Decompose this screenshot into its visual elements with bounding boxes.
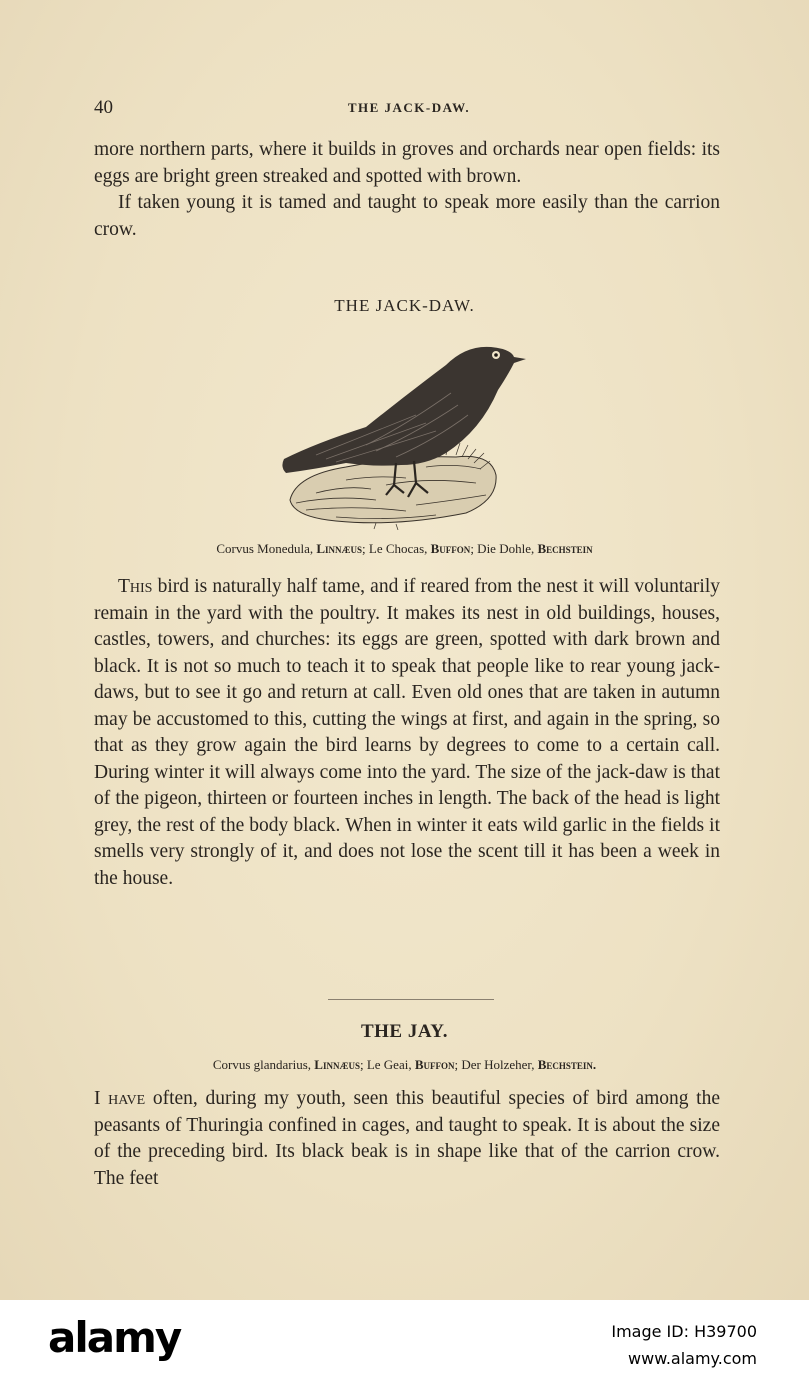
caption-buffon: Buffon [430,541,471,556]
caption-french-name: ; Le Geai, [359,1057,412,1072]
page-header [94,97,724,121]
alamy-logo: alamy [48,1313,181,1362]
caption-linnaeus: Linnæus [314,1057,360,1072]
caption-linnaeus: Linnæus [316,541,363,556]
lead-word: This [118,576,153,597]
caption-german-name: ; Die Dohle, [470,541,535,556]
caption-latin-name: Corvus Monedula, [216,541,314,556]
caption-latin-name: Corvus glandarius, [212,1057,312,1072]
page-number: 40 [94,97,113,118]
paragraph [94,574,720,892]
running-head: THE JACK-DAW. [347,100,471,115]
caption-bechstein: Bechstein. [537,1057,597,1072]
section-title-jay: THE JAY. [360,1021,449,1042]
lead-word: I have [94,1088,146,1109]
caption-german-name: ; Der Holzeher, [454,1057,535,1072]
caption-buffon: Buffon [414,1057,455,1072]
section-divider [328,999,494,1000]
jackdaw-caption [0,541,809,557]
caption-bechstein: Bechstein [537,541,593,556]
paragraph [94,1086,720,1192]
image-id-label: Image ID: H39700 [611,1322,757,1341]
paragraph: more northern parts, where it builds in groves and orchards near open fields: its eggs are bright green streaked and spotted with brown. [94,139,720,187]
site-url: www.alamy.com [628,1349,757,1368]
previous-section-text [94,137,720,243]
paragraph-body: bird is naturally half tame, and if reared from the nest it will voluntarily remain in the yard with the poultry. It makes its nest in old buildings, houses, castles, towers, and churches: its eggs are green, spotted with dark brown and black. It is not so much to teach it to speak that people like to rear young jack-daws, but to see it go and return at call. Even old ones that are taken in autumn may be accustomed to this, cutting the wings at first, and again in the spring, so that as they grow again the bird learns by degrees to come to a certain call. During winter it will always come into the yard. The size of the jack-daw is that of the pigeon, thirteen or fourteen inches in length. The back of the head is light grey, the rest of the body black. When in winter it eats wild garlic in the fields it smells very strongly of it, and does not lose the scent till it has been a week in the house. [94,576,720,889]
caption-french-name: ; Le Chocas, [362,541,428,556]
jay-description [94,1086,720,1192]
jay-caption [0,1057,809,1073]
section-title-jackdaw: THE JACK-DAW. [334,296,475,315]
paragraph-body: often, during my youth, seen this beautiful species of bird among the peasants of Thuringia confined in cages, and taught to speak. It is about the size of the preceding bird. Its black beak is in shape like that of the carrion crow. The feet [94,1088,720,1189]
jackdaw-description [94,574,720,892]
jackdaw-illustration [276,335,532,530]
paragraph: If taken young it is tamed and taught to speak more easily than the carrion crow. [94,192,720,240]
